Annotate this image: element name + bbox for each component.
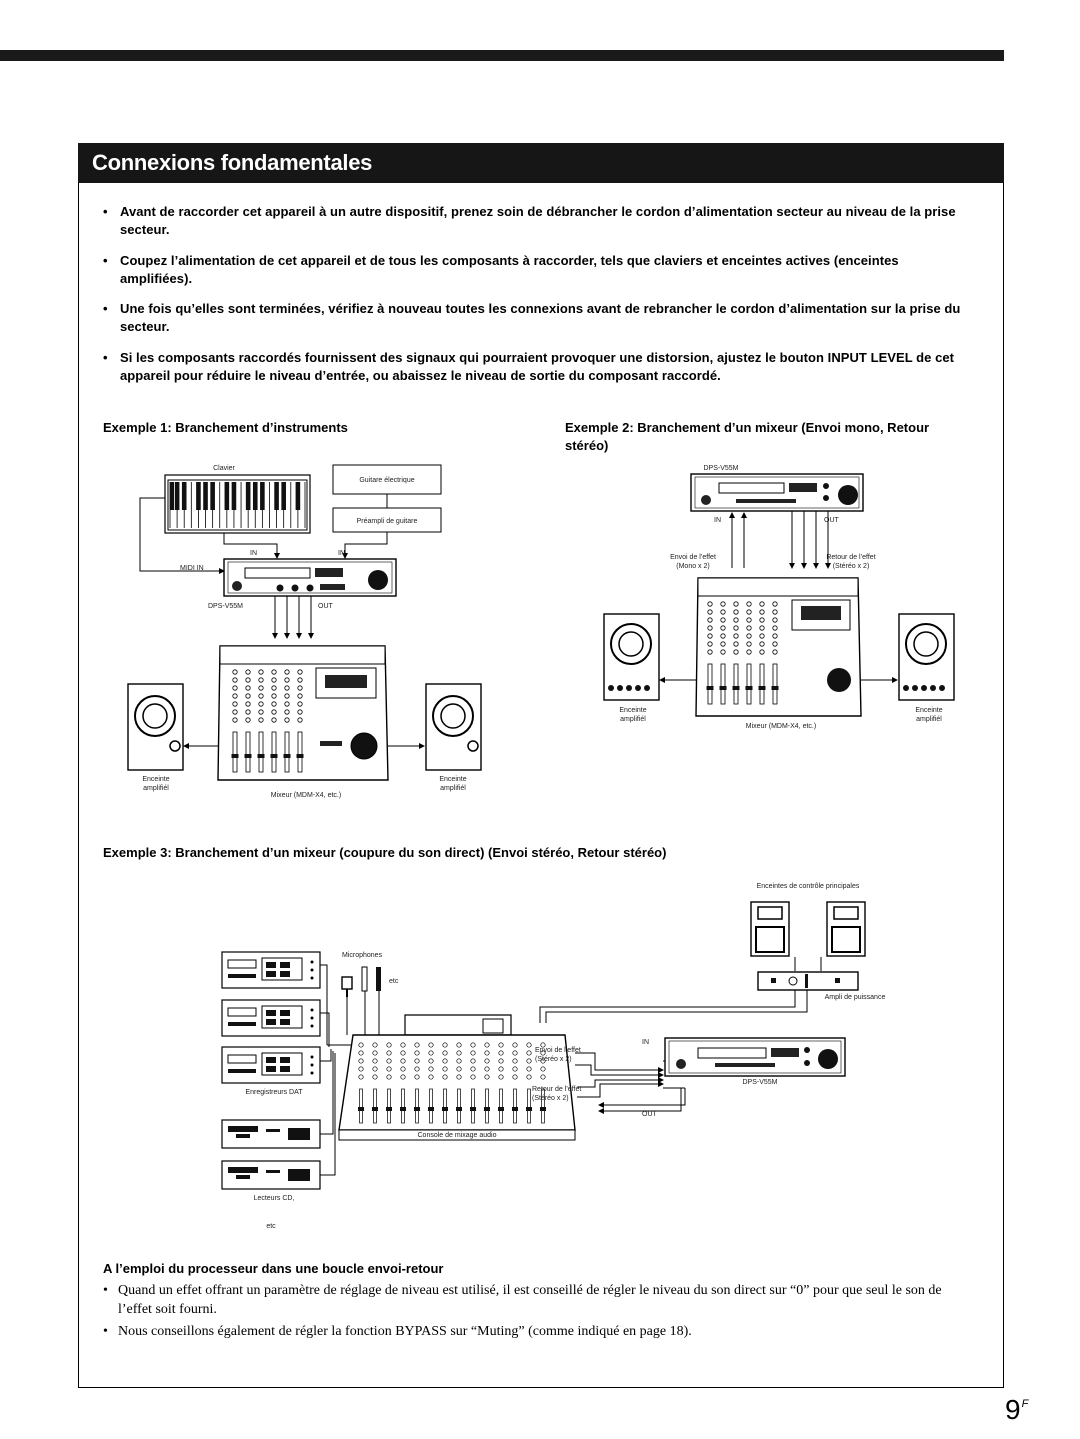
guitar-label: Guitare électrique (359, 477, 415, 484)
speaker-right-label-1: Enceinte (915, 707, 943, 714)
power-amp-label: Ampli de puissance (824, 994, 886, 1001)
speaker-right-icon (426, 684, 481, 770)
send-label-2: (Stéréo x 2) (535, 1056, 572, 1063)
mixer-label: Mixeur (MDM-X4, etc.) (270, 792, 342, 799)
mixer-label: Mixeur (MDM-X4, etc.) (745, 723, 817, 730)
mic-etc-label: etc (389, 978, 399, 985)
speaker-right-label-1: Enceinte (439, 776, 467, 783)
monitor-right-icon (827, 902, 865, 956)
speaker-right-label-2: amplifiél (916, 716, 942, 723)
page-number-value: 9 (1005, 1394, 1021, 1425)
top-rule (0, 50, 1004, 61)
dps-v55m-unit (224, 559, 396, 596)
out-label: OUT (642, 1111, 657, 1118)
send-label-1: Envoi de l’effet (670, 554, 716, 561)
usage-notes (103, 1281, 975, 1344)
console-unit (339, 1015, 575, 1140)
return-label-2: (Stéréo x 2) (532, 1095, 569, 1102)
usage-heading: A l’emploi du processeur dans une boucle envoi-retour (103, 1261, 444, 1276)
device-label: DPS-V55M (742, 1079, 778, 1086)
speaker-left-label-2: amplifiél (143, 785, 169, 792)
dps-v55m-unit (691, 474, 863, 511)
usage-note: • Nous conseillons également de régler la fonction BYPASS sur “Muting” (comme indiqué en page 18). (103, 1322, 975, 1341)
preamp-label: Préampli de guitare (356, 518, 418, 525)
in-label: IN (714, 517, 721, 524)
precaution-item: • Avant de raccorder cet appareil à un autre dispositif, prenez soin de débrancher le cordon d’alimentation secteur au niveau de la prise secteur. (103, 203, 973, 239)
monitors-label: Enceintes de contrôle principales (756, 883, 860, 890)
usage-note: • Quand un effet offrant un paramètre de réglage de niveau est utilisé, il est conseillé de régler le niveau du son direct sur “0” pour que seul le son de l’effet soit fourni. (103, 1281, 975, 1319)
example3-diagram (215, 875, 905, 1235)
example1-diagram (120, 458, 480, 808)
dat-recorders (222, 952, 320, 1083)
page-title: Connexions fondamentales (92, 150, 373, 175)
speaker-right-label-2: amplifiél (440, 785, 466, 792)
cd-players (222, 1120, 320, 1189)
midi-in-label: MIDI IN (180, 565, 204, 572)
page-number-suffix: F (1021, 1398, 1029, 1410)
example2-heading: Exemple 2: Branchement d’un mixeur (Envoi mono, Retour stéréo) (565, 420, 930, 453)
in-left-label: IN (250, 550, 257, 557)
out-label: OUT (824, 517, 839, 524)
title-bar (78, 143, 1004, 183)
example3-heading: Exemple 3: Branchement d’un mixeur (coupure du son direct) (Envoi stéréo, Retour stéréo) (103, 845, 667, 860)
keyboard-icon (165, 475, 310, 533)
precaution-item: • Coupez l’alimentation de cet appareil et de tous les composants à raccorder, tels que claviers et enceintes actives (enceintes amplifiées). (103, 252, 973, 288)
speaker-left-label-2: amplifiél (620, 716, 646, 723)
speaker-left-icon (128, 684, 183, 770)
power-amp-unit (758, 972, 858, 990)
dat-label: Enregistreurs DAT (245, 1089, 303, 1096)
device-label: DPS-V55M (208, 603, 244, 610)
example2-diagram (596, 458, 966, 748)
speaker-left-icon (604, 614, 659, 700)
speaker-left-label-1: Enceinte (619, 707, 647, 714)
dps-v55m-unit (665, 1038, 845, 1076)
precaution-item: • Si les composants raccordés fournissent des signaux qui pourraient provoquer une distorsion, ajustez le bouton INPUT LEVEL de cet appareil pour réduire le niveau d’entrée, ou abaissez le niveau de sortie du composant raccordé. (103, 349, 973, 385)
monitor-left-icon (751, 902, 789, 956)
cd-etc-label: etc (266, 1223, 276, 1230)
cd-label: Lecteurs CD, (253, 1195, 295, 1202)
return-label-1: Retour de l’effet (826, 554, 876, 561)
keyboard-label: Clavier (213, 465, 235, 472)
microphones-label: Microphones (342, 952, 383, 959)
send-label-1: Envoi de l’effet (535, 1047, 581, 1054)
microphone-icon (342, 967, 381, 997)
precaution-item: • Une fois qu’elles sont terminées, vérifiez à nouveau toutes les connexions avant de rebrancher le cordon d’alimentation sur la prise du secteur. (103, 300, 973, 336)
speaker-left-label-1: Enceinte (142, 776, 170, 783)
example1-heading: Exemple 1: Branchement d’instruments (103, 420, 348, 435)
in-label: IN (642, 1039, 649, 1046)
send-label-2: (Mono x 2) (676, 563, 710, 570)
console-label: Console de mixage audio (417, 1132, 497, 1139)
precaution-list (103, 203, 973, 397)
mixer-unit (696, 578, 861, 716)
return-label-1: Retour de l’effet (532, 1086, 582, 1093)
page-number (1005, 1394, 1028, 1426)
return-label-2: (Stéréo x 2) (832, 563, 870, 570)
in-right-label: IN (338, 550, 345, 557)
device-label: DPS-V55M (703, 465, 739, 472)
out-label: OUT (318, 603, 333, 610)
speaker-right-icon (899, 614, 954, 700)
mixer-unit (218, 646, 388, 780)
